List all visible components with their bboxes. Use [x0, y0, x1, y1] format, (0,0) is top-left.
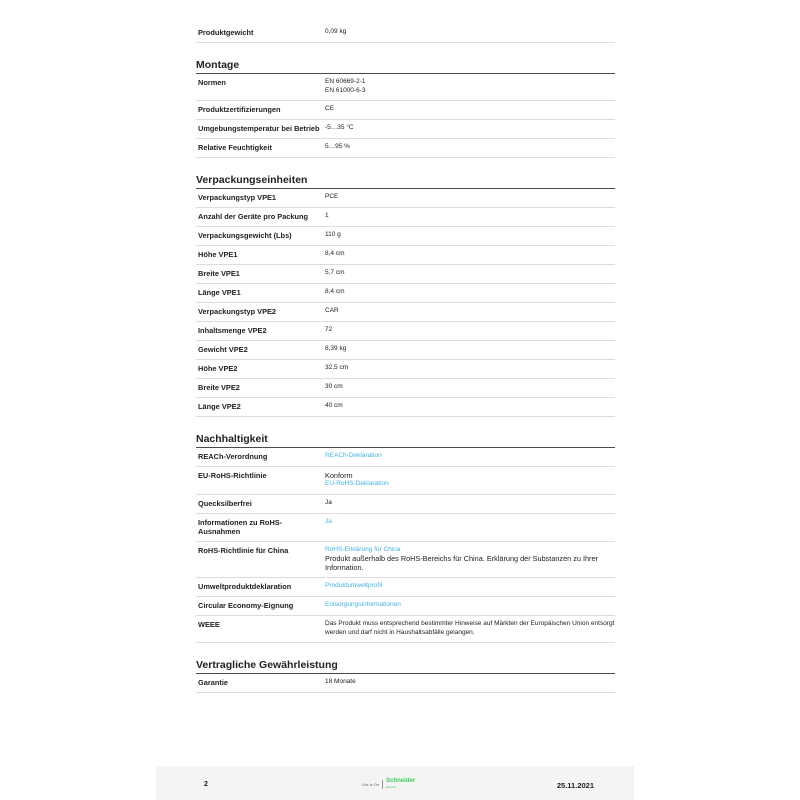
- divider: [382, 780, 383, 789]
- spec-value: [323, 24, 615, 43]
- gewaehrleistung-table: [196, 674, 615, 693]
- section-title-verpackung: Verpackungseinheiten: [196, 174, 308, 186]
- spec-label: Gewicht VPE2: [196, 341, 323, 360]
- table-row: [196, 341, 615, 360]
- spec-value: 18 Monate: [323, 674, 615, 693]
- spec-label: RoHS-Richtlinie für China: [196, 541, 323, 578]
- section-title-nachhaltigkeit: Nachhaltigkeit: [196, 433, 268, 445]
- brand-tagline: Life Is On: [362, 781, 380, 787]
- spec-label: Relative Feuchtigkeit: [196, 139, 323, 158]
- brand-logo: [362, 778, 415, 790]
- table-row: [196, 208, 615, 227]
- china-rohs-declaration-link[interactable]: RoHS-Erklärung für China: [325, 545, 401, 553]
- table-row: [196, 265, 615, 284]
- spec-value: [323, 74, 615, 101]
- disposal-info-link[interactable]: Entsorgungsinformationen: [325, 601, 401, 608]
- top-spec-table: [196, 24, 615, 43]
- value-text: 5…95 %: [325, 143, 350, 150]
- spec-value: PCE: [323, 189, 615, 208]
- spec-label: Circular Economy-Eignung: [196, 597, 323, 616]
- brand-wordmark: Schneider: [386, 778, 416, 784]
- table-row: [196, 513, 615, 541]
- spec-value: [323, 578, 615, 597]
- spec-label: Höhe VPE2: [196, 360, 323, 379]
- spec-value: [323, 467, 615, 495]
- table-row: [196, 379, 615, 398]
- spec-label: REACh-Verordnung: [196, 448, 323, 467]
- table-row: [196, 246, 615, 265]
- spec-label: Höhe VPE1: [196, 246, 323, 265]
- montage-table: [196, 74, 615, 158]
- spec-value: 1: [323, 208, 615, 227]
- table-row: [196, 322, 615, 341]
- eu-rohs-declaration-link[interactable]: EU-RoHS-Deklaration: [325, 480, 389, 487]
- spec-value: [323, 139, 615, 158]
- spec-label: Garantie: [196, 674, 323, 693]
- table-row: [196, 398, 615, 417]
- spec-value: 8,39 kg: [323, 341, 615, 360]
- page-number: 2: [204, 781, 208, 788]
- spec-label: Inhaltsmenge VPE2: [196, 322, 323, 341]
- spec-value: 8,4 cm: [323, 284, 615, 303]
- spec-label: Verpackungstyp VPE1: [196, 189, 323, 208]
- spec-value: [323, 541, 615, 578]
- print-date: 25.11.2021: [556, 781, 594, 790]
- rohs-exemptions-link[interactable]: Ja: [325, 517, 332, 525]
- table-row: [196, 120, 615, 139]
- spec-value: [323, 120, 615, 139]
- table-row: [196, 139, 615, 158]
- table-row: [196, 494, 615, 513]
- spec-label: Normen: [196, 74, 323, 101]
- table-row: [196, 578, 615, 597]
- spec-value: Das Produkt muss entsprechend bestimmter Hinweise auf Märkten der Europäischen Union entsorgt werden und darf nicht in Haushaltsabfälle gelangen.: [323, 616, 615, 643]
- spec-value: Ja: [323, 494, 615, 513]
- spec-label: Produktgewicht: [196, 24, 323, 43]
- environmental-profile-link[interactable]: Produktumweltprofil: [325, 582, 383, 589]
- table-row: [196, 541, 615, 578]
- spec-value: 32,5 cm: [323, 360, 615, 379]
- section-title-gewaehrleistung: Vertragliche Gewährleistung: [196, 659, 338, 671]
- spec-value: [323, 101, 615, 120]
- spec-label: Quecksilberfrei: [196, 494, 323, 513]
- spec-label: EU-RoHS-Richtlinie: [196, 467, 323, 495]
- table-row: [196, 101, 615, 120]
- table-row: [196, 616, 615, 643]
- spec-label: Umgebungstemperatur bei Betrieb: [196, 120, 323, 139]
- spec-value: [323, 597, 615, 616]
- value-text: EN 61000-6-3: [325, 86, 366, 94]
- spec-value: CAR: [323, 303, 615, 322]
- spec-label: Produktzertifizierungen: [196, 101, 323, 120]
- spec-label: Länge VPE1: [196, 284, 323, 303]
- spec-label: Länge VPE2: [196, 398, 323, 417]
- table-row: [196, 597, 615, 616]
- table-row: [196, 303, 615, 322]
- spec-label: Verpackungsgewicht (Lbs): [196, 227, 323, 246]
- spec-label: WEEE: [196, 616, 323, 643]
- section-title-montage: Montage: [196, 59, 240, 71]
- spec-value: 8,4 cm: [323, 246, 615, 265]
- table-row: [196, 360, 615, 379]
- spec-value: [323, 513, 615, 541]
- table-row: [196, 227, 615, 246]
- spec-value: 40 cm: [323, 398, 615, 417]
- verpackung-table: [196, 189, 615, 417]
- nachhaltigkeit-table: [196, 448, 615, 643]
- spec-value: 110 g: [323, 227, 615, 246]
- table-row: [196, 448, 615, 467]
- spec-label: Verpackungstyp VPE2: [196, 303, 323, 322]
- spec-value: 5,7 cm: [323, 265, 615, 284]
- table-row: [196, 467, 615, 495]
- spec-value: [323, 448, 615, 467]
- value-text: -5…35 °C: [325, 124, 354, 131]
- spec-label: Breite VPE2: [196, 379, 323, 398]
- table-row: [196, 189, 615, 208]
- value-text: EN 60669-2-1: [325, 78, 366, 85]
- table-row: [196, 74, 615, 101]
- table-row: [196, 674, 615, 693]
- spec-value: 72: [323, 322, 615, 341]
- value-text: CE: [325, 105, 335, 112]
- brand-name: [386, 778, 415, 790]
- spec-label: Informationen zu RoHS-Ausnahmen: [196, 513, 323, 541]
- spec-label: Umweltproduktdeklaration: [196, 578, 323, 597]
- value-text: Produkt außerhalb des RoHS-Bereichs für China. Erklärung der Substanzen zu Ihrer Information.: [325, 554, 598, 572]
- value-text: Konform: [325, 471, 353, 480]
- spec-label: Anzahl der Geräte pro Packung: [196, 208, 323, 227]
- table-row: [196, 24, 615, 43]
- page-footer: [156, 766, 634, 800]
- table-row: [196, 284, 615, 303]
- value-text: 0,09 kg: [325, 28, 347, 35]
- brand-sub: Electric: [386, 785, 396, 789]
- reach-declaration-link[interactable]: REACh-Deklaration: [325, 452, 382, 459]
- datasheet-page: [196, 24, 615, 693]
- spec-label: Breite VPE1: [196, 265, 323, 284]
- spec-value: 30 cm: [323, 379, 615, 398]
